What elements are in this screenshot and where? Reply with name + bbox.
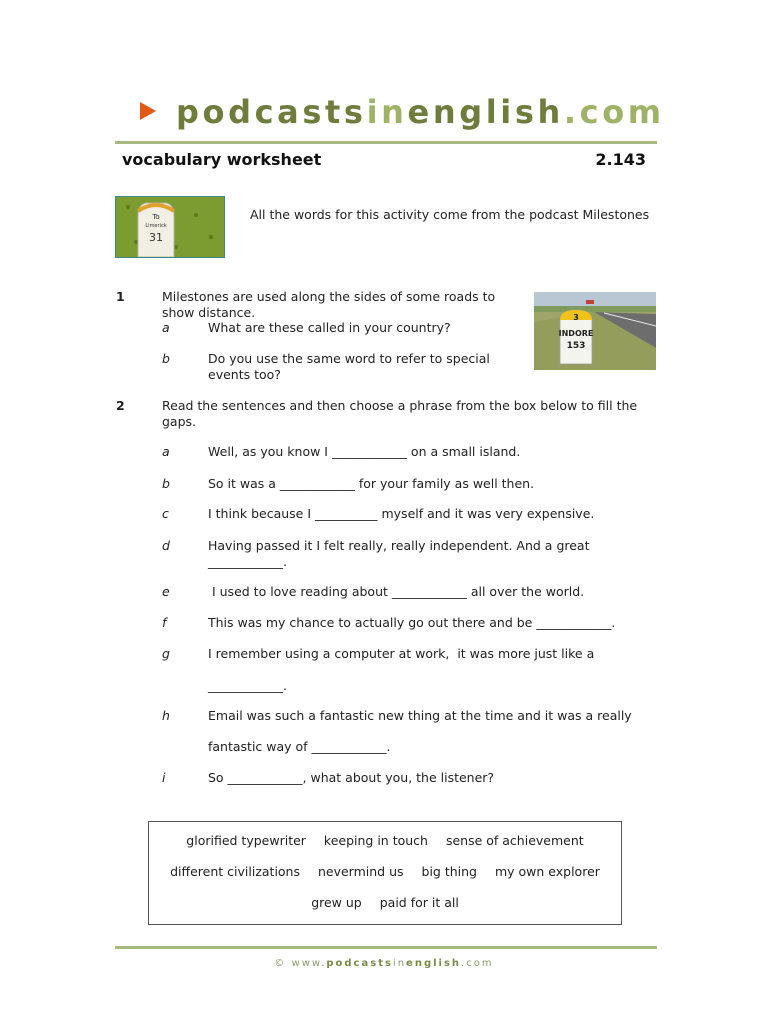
phrase-box-line-3: [149, 895, 621, 910]
q1-item-text: What are these called in your country?: [208, 320, 451, 335]
header-divider: [115, 141, 657, 144]
sign-text-place: Limerick: [145, 223, 167, 229]
q1-item-letter: a: [162, 320, 170, 335]
q2-item-text: I think because I __________ myself and it was very expensive.: [208, 506, 595, 521]
phrase: glorified typewriter: [186, 833, 306, 848]
q2-item-text: Having passed it I felt really, really independent. And a great ____________.: [208, 538, 590, 569]
phrase: grew up: [311, 895, 362, 910]
question-1-number: 1: [116, 289, 125, 304]
logo-part-podcasts: podcasts: [176, 93, 367, 131]
q2-item-letter: i: [162, 770, 166, 785]
q1-item-text: Do you use the same word to refer to special events too?: [208, 351, 490, 382]
question-1-text: Milestones are used along the sides of some roads to show distance.: [162, 289, 496, 320]
question-2-number: 2: [116, 398, 125, 413]
footer-site-podcasts: podcasts: [326, 958, 393, 969]
road-sign-place: INDORE: [558, 329, 594, 338]
phrase-box-line-2: [149, 864, 621, 879]
road-sign-top-number: 3: [573, 313, 579, 322]
q2-item-letter: e: [162, 584, 170, 599]
site-logo: [140, 92, 665, 132]
q2-item-text: ____________.: [208, 678, 287, 693]
footer-site-in: in: [392, 958, 407, 969]
q2-item-letter: f: [162, 615, 167, 630]
q2-item-text: Email was such a fantastic new thing at the time and it was a really: [208, 708, 632, 723]
play-arrow-icon: [140, 102, 156, 120]
q2-item-letter: g: [162, 646, 170, 661]
phrase: paid for it all: [379, 895, 459, 910]
phrase: keeping in touch: [323, 833, 428, 848]
worksheet-title: vocabulary worksheet: [122, 150, 322, 169]
phrase-box-line-1: [149, 833, 621, 848]
logo-part-com: .com: [563, 93, 665, 131]
phrase-box: [148, 821, 622, 925]
phrase: sense of achievement: [445, 833, 584, 848]
sign-text-to: To: [152, 213, 160, 221]
q2-item-text: Well, as you know I ____________ on a small island.: [208, 444, 521, 459]
q2-item-text: So it was a ____________ for your family as well then.: [208, 476, 535, 491]
phrase: nevermind us: [317, 864, 404, 879]
milestone-photo: [115, 196, 225, 258]
logo-part-english: english: [407, 93, 564, 131]
road-photo-drawing: [534, 292, 656, 370]
footer-url[interactable]: [0, 958, 768, 969]
intro-text: All the words for this activity come from the podcast Milestones: [250, 207, 650, 222]
q2-item-text: fantastic way of ____________.: [208, 739, 391, 754]
sign-text-number: 31: [149, 231, 163, 244]
q2-item-letter: a: [162, 444, 170, 459]
q2-item-text: So ____________, what about you, the listener?: [208, 770, 495, 785]
road-milestone-photo: [534, 292, 656, 370]
worksheet-number: 2.143: [595, 150, 646, 169]
footer-prefix: © www.: [274, 958, 327, 969]
milestone-photo-drawing: [116, 197, 224, 257]
q2-item-text: I used to love reading about ____________ all over the world.: [208, 584, 585, 599]
footer-suffix: .com: [461, 958, 494, 969]
q2-item-letter: c: [162, 506, 169, 521]
q2-item-letter: b: [162, 476, 170, 491]
q2-item-letter: h: [162, 708, 170, 723]
phrase: my own explorer: [494, 864, 600, 879]
q2-item-text: This was my chance to actually go out there and be ____________.: [208, 615, 616, 630]
q2-item-text: I remember using a computer at work, it was more just like a: [208, 646, 595, 661]
question-2-text: Read the sentences and then choose a phrase from the box below to fill the gaps.: [162, 398, 638, 429]
phrase: different civilizations: [170, 864, 300, 879]
phrase: big thing: [421, 864, 477, 879]
q2-item-letter: d: [162, 538, 170, 553]
q1-item-letter: b: [162, 351, 170, 366]
logo-part-in: in: [366, 93, 408, 131]
road-sign-distance: 153: [566, 341, 586, 351]
footer-divider: [115, 946, 657, 949]
footer-site-english: english: [406, 958, 462, 969]
